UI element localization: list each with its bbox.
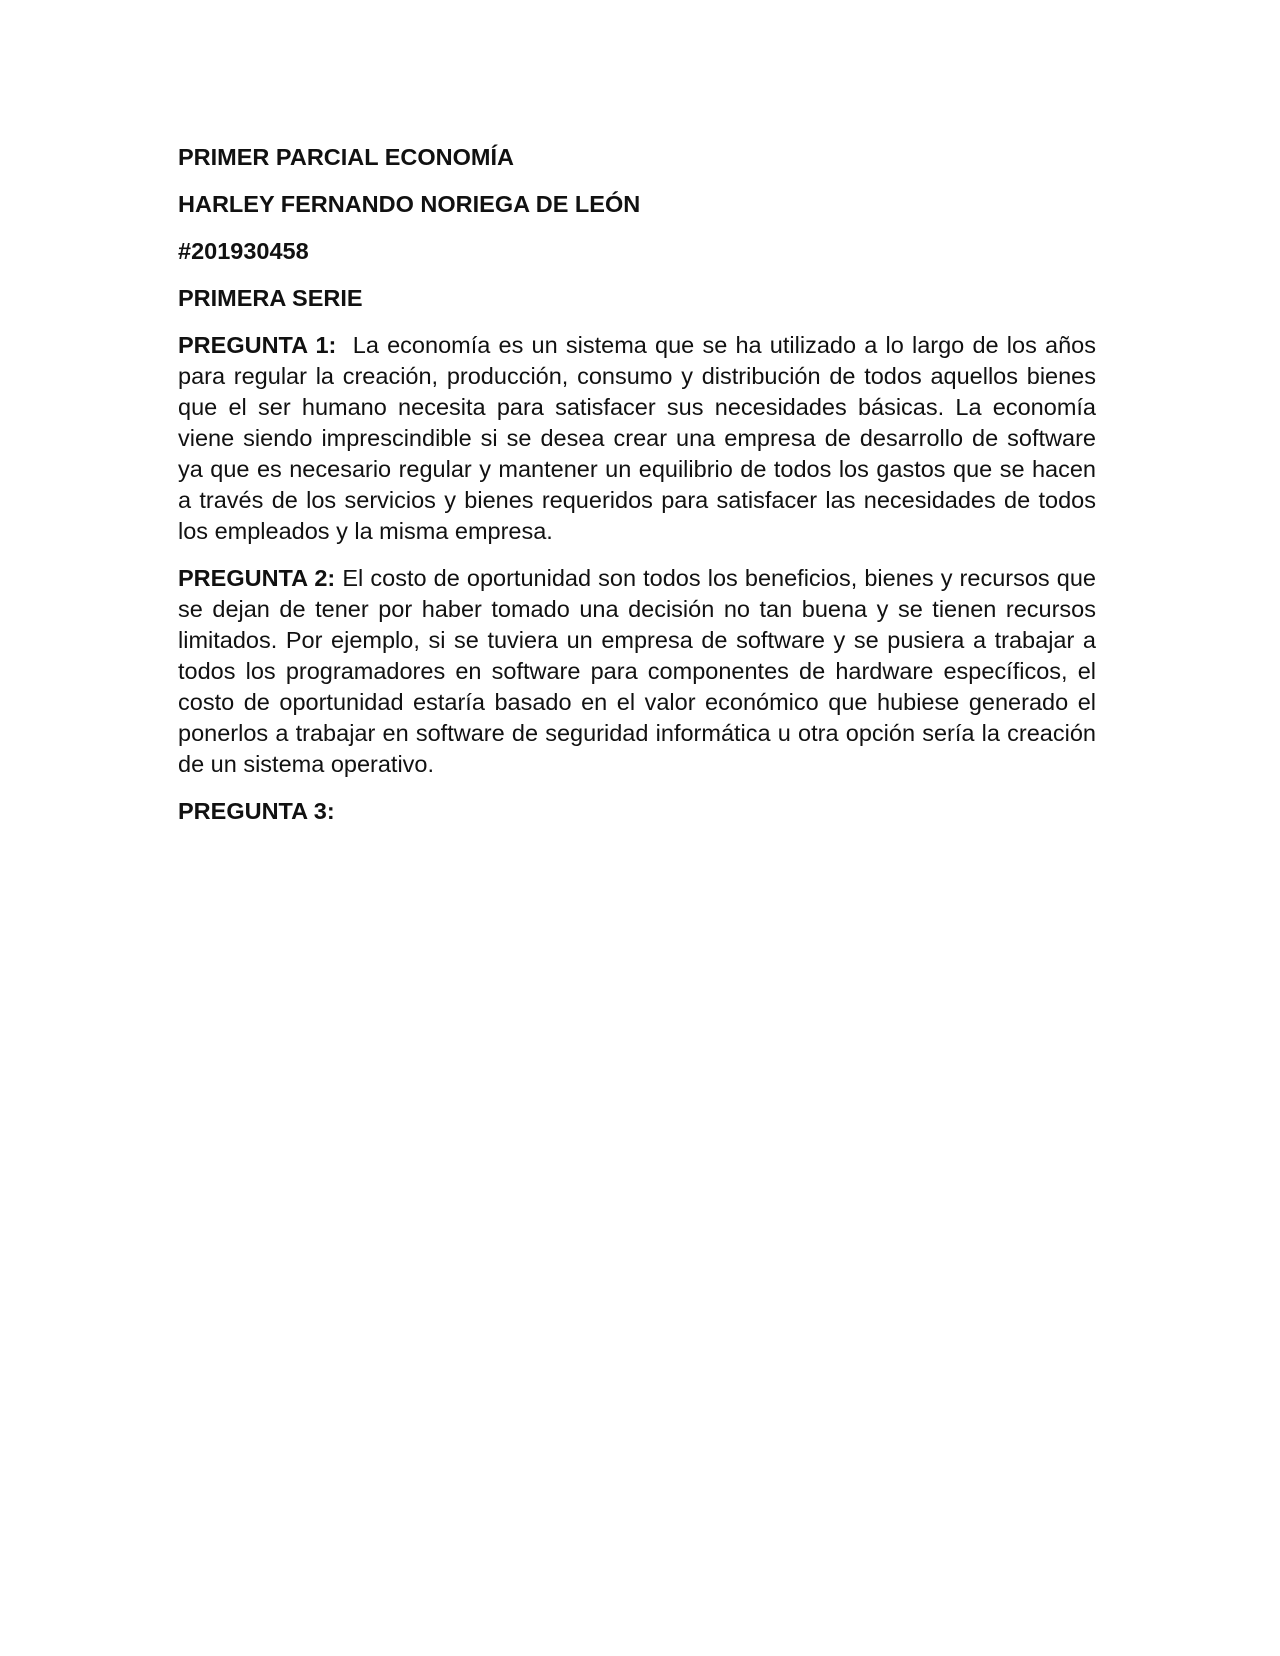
question-3-label: PREGUNTA 3:: [178, 798, 335, 824]
question-3: [178, 796, 1096, 827]
document-title: PRIMER PARCIAL ECONOMÍA: [178, 144, 514, 170]
document-page: [178, 142, 1096, 843]
question-1: [178, 330, 1096, 547]
question-1-label: PREGUNTA 1:: [178, 332, 337, 358]
question-2: [178, 563, 1096, 780]
question-1-answer: La economía es un sistema que se ha utilizado a lo largo de los años para regular la creación, producción, consumo y distribución de todos aquellos bienes que el ser humano necesita para satisfacer sus necesidades básicas. La economía viene siendo imprescindible si se desea crear una empresa de desarrollo de software ya que es necesario regular y mantener un equilibrio de todos los gastos que se hacen a través de los servicios y bienes requeridos para satisfacer las necesidades de todos los empleados y la misma empresa.: [178, 332, 1096, 544]
student-id: #201930458: [178, 238, 309, 264]
student-name: HARLEY FERNANDO NORIEGA DE LEÓN: [178, 191, 641, 217]
question-2-answer: El costo de oportunidad son todos los beneficios, bienes y recursos que se dejan de tener por haber tomado una decisión no tan buena y se tienen recursos limitados. Por ejemplo, si se tuviera un empresa de software y se pusiera a trabajar a todos los programadores en software para componentes de hardware específicos, el costo de oportunidad estaría basado en el valor económico que hubiese generado el ponerlos a trabajar en software de seguridad informática u otra opción sería la creación de un sistema operativo.: [178, 565, 1096, 777]
section-heading: PRIMERA SERIE: [178, 285, 363, 311]
question-2-label: PREGUNTA 2:: [178, 565, 336, 591]
